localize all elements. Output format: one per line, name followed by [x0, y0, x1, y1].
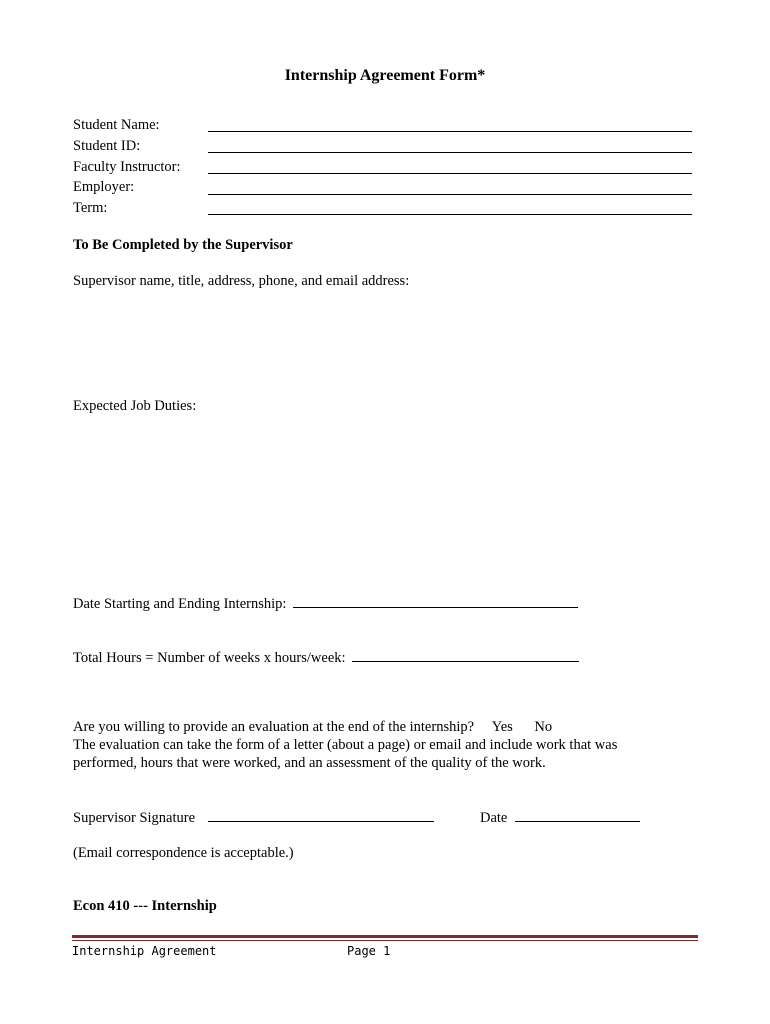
internship-dates-label: Date Starting and Ending Internship: [73, 596, 287, 612]
supervisor-signature-row [73, 808, 434, 827]
employer-field[interactable] [208, 194, 692, 195]
email-note: (Email correspondence is acceptable.) [73, 845, 294, 861]
signature-date-row [480, 808, 640, 827]
evaluation-no-option[interactable]: No [534, 719, 553, 735]
job-duties-prompt: Expected Job Duties: [73, 398, 197, 414]
evaluation-yes-option[interactable]: Yes [491, 719, 513, 735]
evaluation-question-row [73, 719, 552, 736]
course-label: Econ 410 --- Internship [73, 898, 217, 914]
total-hours-row [73, 648, 579, 667]
footer-page-number: Page 1 [347, 944, 391, 958]
faculty-instructor-field[interactable] [208, 173, 692, 174]
supervisor-contact-area[interactable] [73, 292, 693, 392]
faculty-instructor-label: Faculty Instructor: [73, 159, 181, 175]
evaluation-question: Are you willing to provide an evaluation at the end of the internship? [73, 719, 475, 735]
supervisor-signature-label: Supervisor Signature [73, 810, 196, 826]
job-duties-area[interactable] [73, 418, 693, 588]
footer-rule [72, 935, 698, 938]
internship-dates-field[interactable] [293, 594, 578, 608]
signature-date-label: Date [480, 810, 508, 826]
supervisor-contact-prompt: Supervisor name, title, address, phone, and email address: [73, 273, 410, 289]
supervisor-signature-field[interactable] [208, 808, 434, 822]
student-name-field[interactable] [208, 131, 692, 132]
total-hours-field[interactable] [352, 648, 579, 662]
term-label: Term: [73, 200, 108, 216]
evaluation-note-line-1: The evaluation can take the form of a letter (about a page) or email and include work that was [73, 737, 618, 753]
footer-document-name: Internship Agreement [72, 944, 217, 958]
evaluation-note-line-2: performed, hours that were worked, and an assessment of the quality of the work. [73, 755, 546, 771]
page-title: Internship Agreement Form* [284, 67, 486, 84]
student-id-label: Student ID: [73, 138, 141, 154]
student-name-label: Student Name: [73, 117, 160, 133]
total-hours-label: Total Hours = Number of weeks x hours/week: [73, 650, 346, 666]
employer-label: Employer: [73, 179, 135, 195]
term-field[interactable] [208, 214, 692, 215]
student-id-field[interactable] [208, 152, 692, 153]
supervisor-section-heading: To Be Completed by the Supervisor [73, 237, 293, 253]
internship-dates-row [73, 594, 578, 613]
footer-rule-thin [72, 940, 698, 941]
signature-date-field[interactable] [515, 808, 640, 822]
